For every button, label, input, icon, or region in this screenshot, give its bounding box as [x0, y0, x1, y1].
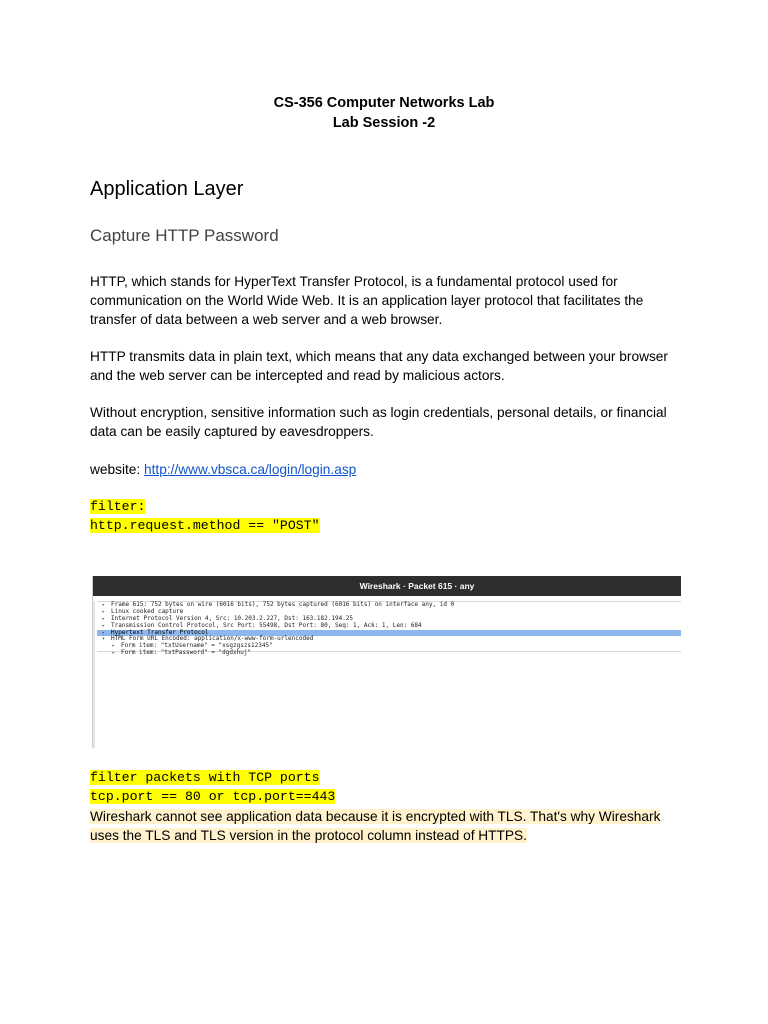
- text-line: Wireshark cannot see application data because it is encrypted with TLS. That's why Wireshark: [90, 809, 661, 824]
- expand-arrow-icon: ▸: [102, 622, 106, 629]
- subsection-heading: Capture HTTP Password: [90, 226, 279, 245]
- paragraph-http-intro: [90, 272, 690, 329]
- packet-detail-tree: [97, 601, 681, 657]
- tree-row[interactable]: ▸ Transmission Control Protocol, Src Port: 55498, Dst Port: 80, Seq: 1, Ack: 1, Len: 684: [102, 621, 422, 629]
- website-label: website:: [90, 462, 145, 477]
- filter-post-block: [90, 497, 320, 535]
- expand-arrow-icon: ▸: [102, 629, 106, 636]
- expand-arrow-icon: ▸: [102, 602, 106, 608]
- tls-note: [90, 807, 660, 845]
- website-link[interactable]: http://www.vbsca.ca/login/login.asp: [144, 462, 357, 477]
- tree-row[interactable]: ▸ Form item: "txtPassword" = "dgdxhuj": [112, 649, 252, 657]
- text-line: transfer of data between a web server and a web browser.: [90, 312, 443, 327]
- text-line: communication on the World Wide Web. It is an application layer protocol that facilitates the: [90, 293, 644, 308]
- document-header: [0, 93, 768, 133]
- filter-label: filter:: [90, 499, 146, 514]
- tree-row-selected[interactable]: ▸ Hypertext Transfer Protocol: [97, 630, 681, 637]
- expand-arrow-icon: ▸: [102, 608, 106, 615]
- tree-row[interactable]: ▸ Internet Protocol Version 4, Src: 10.203.2.227, Dst: 163.182.194.25: [102, 614, 354, 622]
- expand-arrow-icon: ▸: [102, 615, 106, 622]
- text-line: HTTP, which stands for HyperText Transfer Protocol, is a fundamental protocol used for: [90, 274, 618, 289]
- filter-tcp-block: [90, 768, 335, 806]
- paragraph-encryption: [90, 403, 690, 441]
- collapse-arrow-icon: ▾: [102, 636, 106, 643]
- text-line: uses the TLS and TLS version in the protocol column instead of HTTPS.: [90, 828, 527, 843]
- filter-label: filter packets with TCP ports: [90, 770, 320, 785]
- wireshark-screenshot: [92, 576, 681, 748]
- tree-row[interactable]: ▸ Linux cooked capture: [102, 607, 184, 615]
- window-edge: [93, 601, 95, 748]
- tree-row[interactable]: ▾ HTML Form URL Encoded: application/x-www-form-urlencoded: [102, 635, 314, 643]
- filter-expression: tcp.port == 80 or tcp.port==443: [90, 789, 336, 804]
- text-line: HTTP transmits data in plain text, which means that any data exchanged between your browser: [90, 349, 668, 364]
- tree-row[interactable]: ▸ Frame 615: 752 bytes on wire (6016 bits), 752 bytes captured (6016 bits) on interface any, id 0: [102, 601, 455, 608]
- text-line: data can be easily captured by eavesdroppers.: [90, 424, 374, 439]
- session-title: Lab Session -2: [332, 115, 436, 131]
- filter-expression: http.request.method == "POST": [90, 518, 320, 533]
- tree-row[interactable]: ▸ Form item: "txtUsername" = "xsgzgszs12345": [112, 642, 273, 650]
- paragraph-plain-text: [90, 347, 690, 385]
- text-line: and the web server can be intercepted and read by malicious actors.: [90, 368, 505, 383]
- wireshark-titlebar: Wireshark · Packet 615 · any: [93, 576, 681, 596]
- website-line: [90, 460, 690, 479]
- course-title: CS-356 Computer Networks Lab: [273, 95, 495, 111]
- text-line: Without encryption, sensitive information such as login credentials, personal details, or financial: [90, 405, 667, 420]
- expand-arrow-icon: ▸: [112, 650, 116, 657]
- expand-arrow-icon: ▸: [112, 643, 116, 650]
- section-heading: Application Layer: [90, 178, 244, 200]
